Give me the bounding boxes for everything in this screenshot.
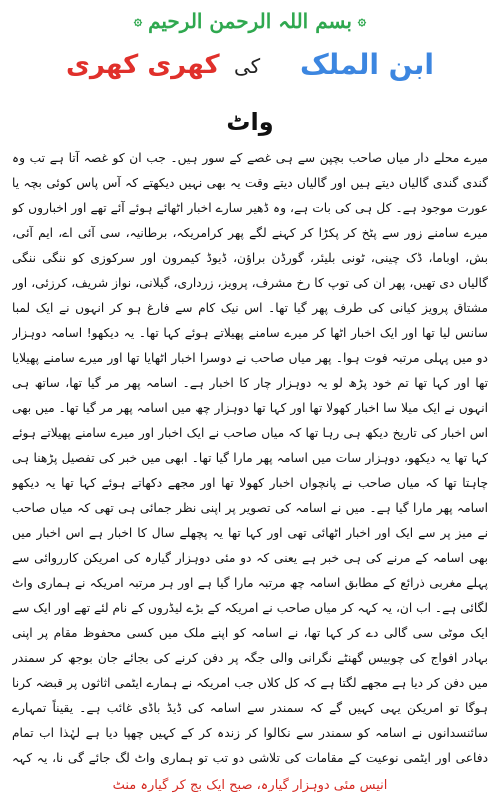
article-body — [12, 146, 488, 770]
article-paragraph: میرے محلے دار میاں صاحب بچپن سے ہی غصے کے سور ہیں۔ جب ان کو غصہ آتا ہے تب وہ گندی گندی گالیاں دیتے ہیں اور گالیاں دیتے وقت یہ بھی نہیں دیکھتے کہ آس پاس کوئی بچہ یا عورت موجود ہے۔ کل ہی کی بات ہے، وہ ڈھیر سارے اخبار اٹھائے ہوئے آئے تھے اور اخباروں کو میرے سامنے زور سے پٹخ کر پکڑا کر کہنے لگے پھر کرامریکہ، برطانیہ، سی آئی اے، ایم آئی، بش، اوباما، ڈک چینی، ٹونی بلیئر، گورڈن براؤن، ڈیوڈ کیمرون اور سرکوزی کو ننگی ننگی گالیاں دی تھیں، پھر ان کی توپ کا رخ مشرف، پرویز، زرداری، گیلانی، نواز شریف، کرزئی، اور مشتاق پرویز کیانی کی طرف پھر گیا تھا۔ اس نیک کام سے فارغ ہو کر انہوں نے ایک لمبا سانس لیا تھا اور ایک اخبار اٹھا کر میرے سامنے پھیلاتے ہوئے کہا تھا۔ یہ دیکھو! اسامہ دوہزار دو میں پہلی مرتبہ فوت ہوا۔ پھر میاں صاحب نے دوسرا اخبار اٹھایا تھا اور میرے سامنے پھیلایا تھا اور کہا تھا تم خود پڑھ لو یہ دوہزار چار کا اخبار ہے۔ اسامہ پھر مر گیا تھا، ساتھ ہی انہوں نے ایک میلا سا اخبار کھولا تھا اور کہا تھا دوہزار چھ میں اسامہ پھر مر گیا تھا۔ میں بھی اس اخبار کی تاریخ دیکھ ہی رہا تھا کہ میاں صاحب نے ایک اخبار اور میرے سامنے پھیلاتے ہوئے کہا تھا یہ دیکھو، دوہزار سات میں اسامہ پھر مارا گیا تھا۔ ابھی میں خبر کی تفصیل پڑھنا ہی چاہتا تھا کہ میاں صاحب نے پانچواں اخبار کھولا تھا اور مجھے دکھاتے ہوئے کہا تھا یہ دیکھو اسامہ پھر مارا گیا ہے۔ میں نے اسامہ کی تصویر پر اپنی نظر جمائی ہی تھی کہ میاں صاحب نے میز پر سے ایک اور اخبار اٹھائی تھی اور کہا تھا یہ پچھلے سال کا اخبار ہے اس اخبار میں بھی اسامہ کے مرنے کی ہی خبر ہے یعنی کہ دو مئی دوہزار گیارہ کی امریکن کارروائی سے پہلے مغربی ذرائع کے مطابق اسامہ چھ مرتبہ مارا گیا ہے اور ہر مرتبہ امریکہ نے ہماری واٹ لگائی ہے۔ اب ان، یہ کہہ کر میاں صاحب نے امریکہ کے بڑے لیڈروں کے نام لئے تھے اور ایک سے ایک موٹی سی گالی دے کر کہا تھا، نے اسامہ کو اپنے ملک میں کسی محفوظ مقام پر اپنی بہادر افواج کی چوبیس گھنٹے نگرانی والی جگہ پر دفن کرنے کی بجائے جان بوجھ کر سمندر میں دفن کر دیا ہے مجھے لگتا ہے کہ کل کلاں جب امریکہ نے ہمارے ایٹمی اثاثوں پر قبضہ کرنا ہوگا تو امریکن یہی کہیں گے کہ سمندر سے اسامہ کی ڈیڈ باڈی غائب ہے۔ یقیناً تمہارے سائنسدانوں نے اسامہ کو سمندر سے نکالوا کر زندہ کر کے کہیں چھپا دیا ہے لہٰذا اب تمام دفاعی اور ایٹمی نوعیت کے مقامات کی تلاشی دو تب تو ہماری واٹ لگ جائے گی نا، یہ کہہ — [12, 151, 488, 765]
ornament-right-icon: ۞ — [133, 13, 143, 29]
ornament-left-icon: ۞ — [357, 13, 367, 29]
column-name: کھری کھری — [66, 50, 220, 80]
article-date: انیس مئی دوہزار گیارہ، صبح ایک بج کر گیارہ منٹ — [112, 778, 388, 793]
author-name: ابن الملک — [299, 48, 434, 81]
bismillah-text: بسم اللہ الرحمن الرحیم — [148, 9, 352, 33]
column-title — [0, 48, 500, 92]
article-heading: واٹ — [226, 108, 274, 136]
bismillah-banner — [114, 6, 386, 36]
title-connector: کی — [234, 54, 261, 78]
